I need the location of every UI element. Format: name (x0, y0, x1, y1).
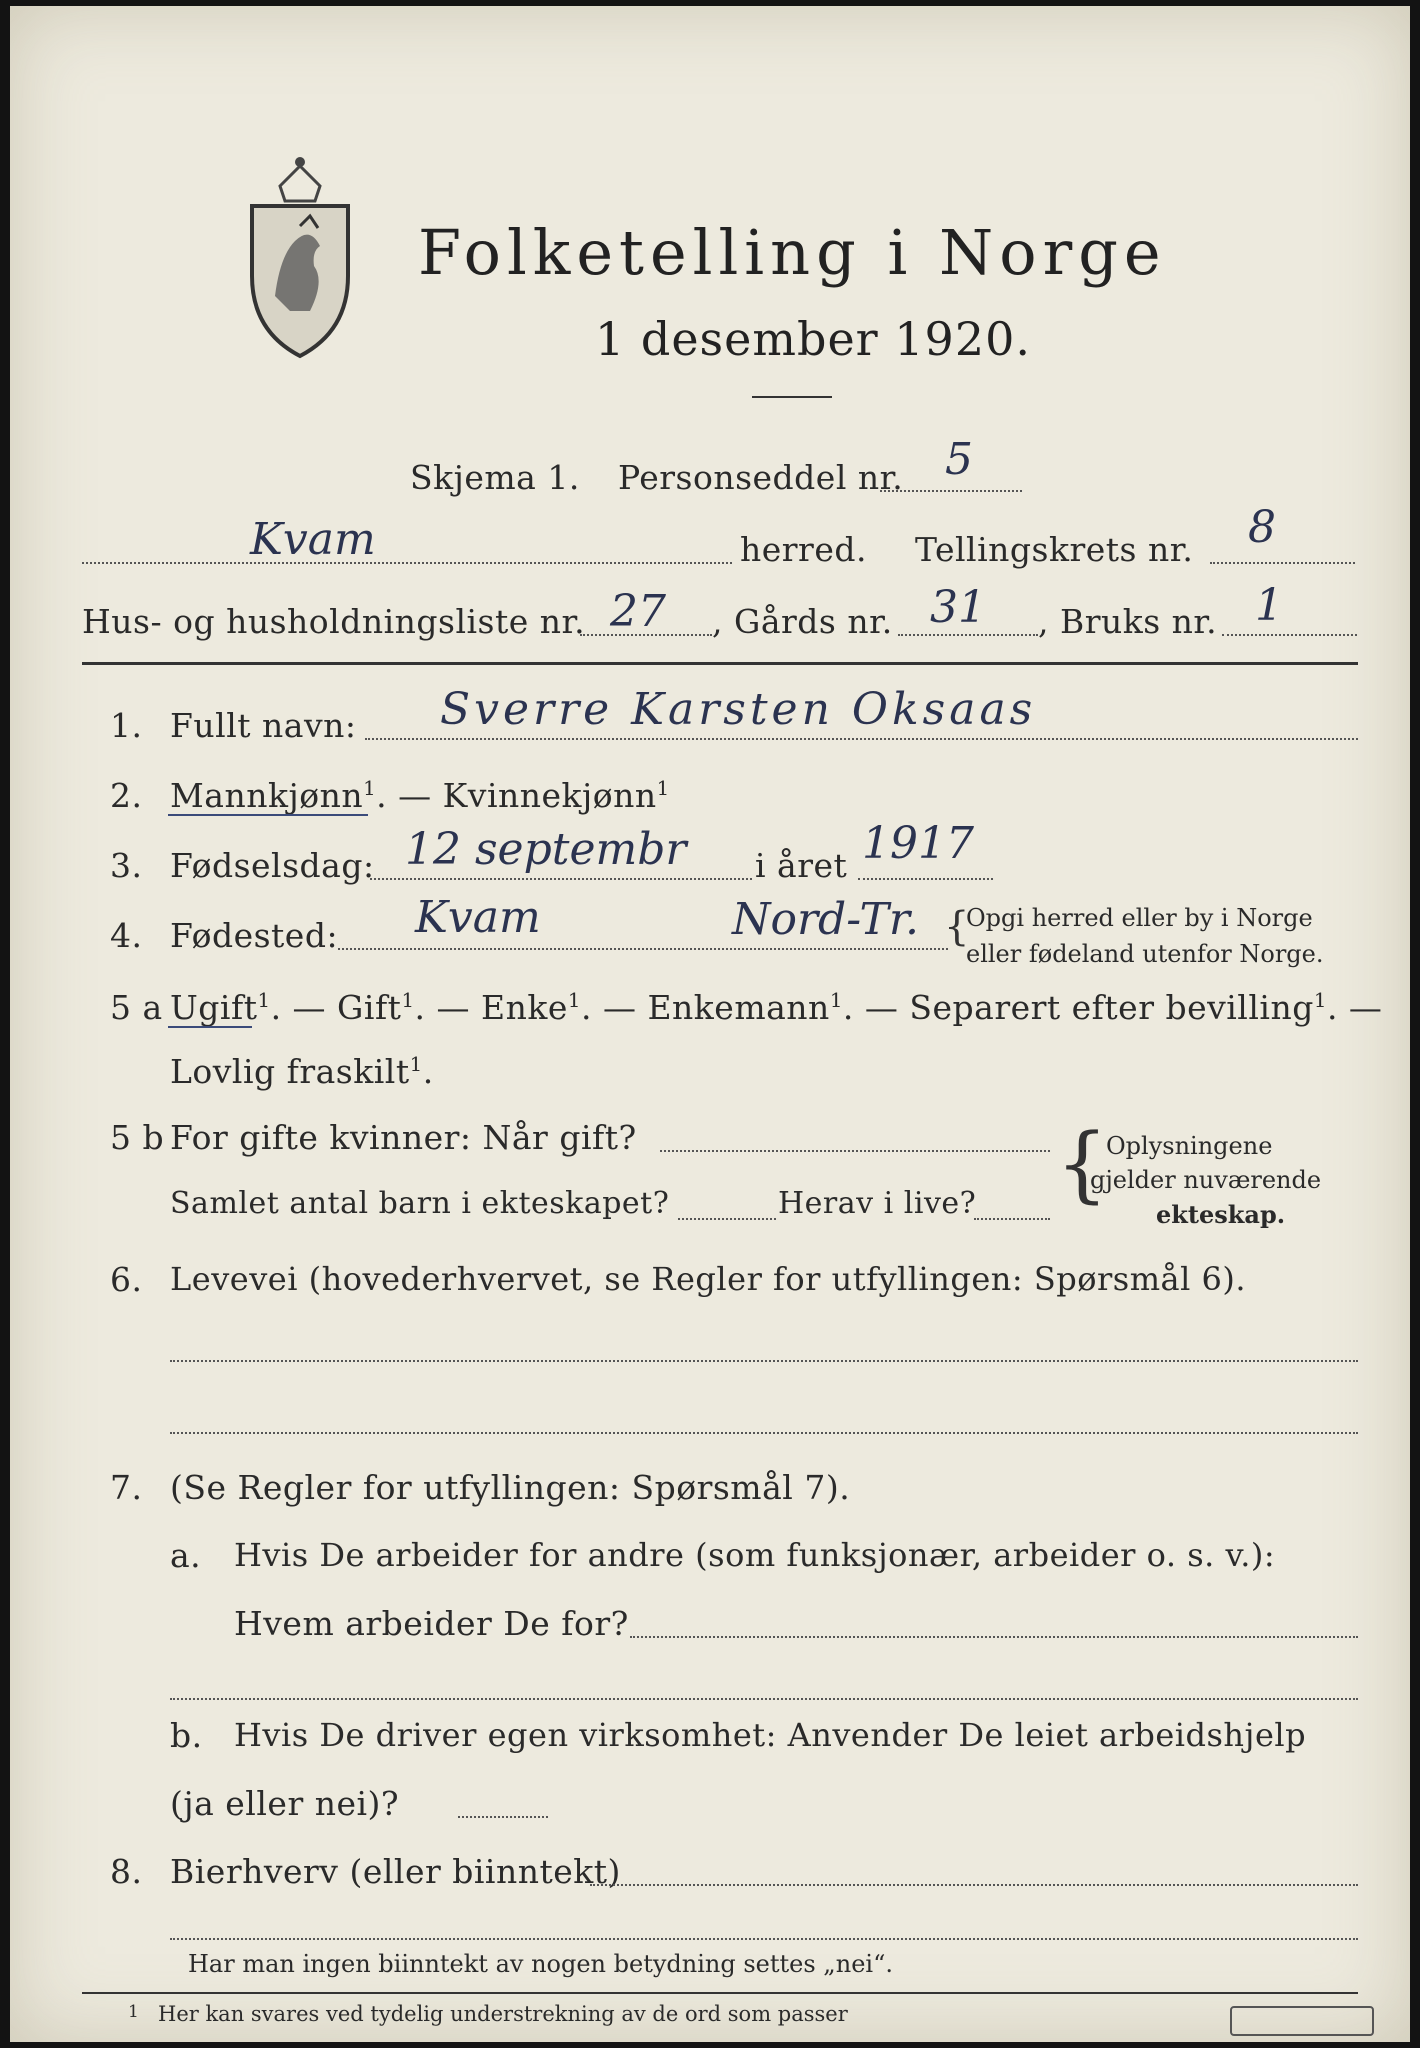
q4-note-line1: Opgi herred eller by i Norge (966, 904, 1313, 932)
census-form (10, 6, 1410, 2042)
q8-number: 8. (110, 1852, 143, 1891)
q5a-number: 5 a (110, 988, 163, 1027)
q3-value: 12 septembr (405, 824, 687, 875)
q5b-note-line2: gjelder nuværende (1090, 1166, 1322, 1194)
q5a-option-enkemann: Enkemann (647, 988, 830, 1027)
q5a-option-gift: Gift (337, 988, 402, 1027)
q8-label: Bierhverv (eller biinntekt) (170, 1852, 621, 1891)
q5a-option-separert: Separert efter bevilling (909, 988, 1314, 1027)
tellingskrets-value: 8 (1248, 502, 1276, 553)
q3-year-value: 1917 (862, 818, 974, 869)
bruks-value: 1 (1255, 580, 1283, 631)
q5b-note-line3: ekteskap. (1156, 1200, 1286, 1229)
form-date: 1 desember 1920. (595, 312, 1031, 366)
bruks-label: , Bruks nr. (1038, 602, 1218, 641)
q3-year-line (858, 878, 993, 880)
q2-sep: . — (376, 776, 443, 815)
q7a-line2 (170, 1698, 1358, 1700)
gards-label: , Gårds nr. (712, 602, 893, 641)
q3-line (370, 878, 752, 880)
hus-value: 27 (610, 586, 666, 637)
gards-value: 31 (930, 582, 986, 633)
q6-line2 (170, 1432, 1358, 1434)
personseddel-label: Personseddel nr. (618, 458, 904, 497)
q5b-line3 (974, 1218, 1050, 1220)
q1-number: 1. (110, 706, 143, 745)
q8-line1 (590, 1884, 1358, 1886)
q7-number: 7. (110, 1468, 143, 1507)
q7a-text: Hvis De arbeider for andre (som funksjonær, arbeider o. s. v.): (234, 1536, 1276, 1574)
q7b-line (458, 1816, 548, 1818)
q4-number: 4. (110, 916, 143, 955)
q2-female-sup: 1 (656, 777, 670, 800)
title-divider (752, 396, 832, 398)
q1-label: Fullt navn: (170, 706, 357, 745)
q2-male-underline (168, 814, 368, 816)
q7a-question: Hvem arbeider De for? (234, 1604, 629, 1643)
q4-brace: { (944, 904, 970, 950)
q5b-label3: Herav i live? (778, 1186, 977, 1221)
q7a-number: a. (170, 1536, 202, 1575)
q1-value: Sverre Karsten Oksaas (440, 684, 1037, 735)
q5a-ugift-underline (168, 1026, 252, 1028)
q5b-label2: Samlet antal barn i ekteskapet? (170, 1186, 670, 1221)
q7b-number: b. (170, 1716, 203, 1755)
personseddel-line (880, 490, 1022, 492)
header-separator (82, 662, 1358, 665)
q2-male: Mannkjønn (170, 776, 364, 815)
q4-note-line2: eller fødeland utenfor Norge. (966, 940, 1324, 968)
q5a-options-line2: Lovlig fraskilt$^1$. (170, 1052, 434, 1091)
q7b-question: (ja eller nei)? (170, 1784, 400, 1823)
herred-value: Kvam (250, 514, 376, 565)
q6-line1 (170, 1360, 1358, 1362)
q5a-option-ugift: Ugift (170, 988, 258, 1027)
printer-stamp (1230, 2006, 1374, 2036)
q6-label: Levevei (hovederhvervet, se Regler for utfyllingen: Spørsmål 6). (170, 1260, 1247, 1298)
q2-options (170, 776, 670, 815)
q2-male-sup: 1 (363, 777, 377, 800)
q3-number: 3. (110, 846, 143, 885)
q2-female: Kvinnekjønn (442, 776, 657, 815)
q5b-brace: { (1056, 1117, 1109, 1212)
tellingskrets-label: Tellingskrets nr. (915, 530, 1194, 569)
q7a-line1 (630, 1636, 1358, 1638)
q5b-line2 (678, 1218, 776, 1220)
footer-separator (82, 1992, 1358, 1994)
q5b-note-line1: Oplysningene (1106, 1132, 1273, 1160)
q5a-option-fraskilt: Lovlig fraskilt (170, 1052, 410, 1091)
bruks-line (1222, 634, 1357, 636)
q2-number: 2. (110, 776, 143, 815)
q5a-option-enke: Enke (481, 988, 568, 1027)
q5a-options-line1: Ugift$^1$. — Gift$^1$. — Enke$^1$. — Enkemann$^1$. — Separert efter bevilling$^1$. — (170, 988, 1383, 1027)
q6-number: 6. (110, 1260, 143, 1299)
q3-year-label: i året (755, 846, 848, 885)
q8-line2 (170, 1938, 1358, 1940)
form-title: Folketelling i Norge (418, 216, 1167, 289)
q5b-label1: For gifte kvinner: Når gift? (170, 1118, 637, 1157)
q4-place-value: Kvam (415, 892, 541, 943)
q1-line (365, 738, 1358, 740)
footnote-number: 1 (128, 2002, 139, 2022)
footnote-text: Her kan svares ved tydelig understrekning av de ord som passer (158, 2002, 848, 2026)
q7b-text: Hvis De driver egen virksomhet: Anvender De leiet arbeidshjelp (234, 1716, 1307, 1754)
hus-label: Hus- og husholdningsliste nr. (82, 602, 586, 641)
q4-label: Fødested: (170, 916, 339, 955)
footer-note: Har man ingen biinntekt av nogen betydning settes „nei“. (188, 1950, 893, 1978)
coat-of-arms-icon (240, 146, 360, 366)
q4-county-value: Nord-Tr. (732, 894, 920, 945)
q3-label: Fødselsdag: (170, 846, 375, 885)
skjema-label: Skjema 1. (410, 458, 580, 497)
tellingskrets-line (1210, 562, 1355, 564)
gards-line (898, 634, 1038, 636)
herred-line (82, 562, 732, 564)
herred-label: herred. (740, 530, 867, 569)
q7-label: (Se Regler for utfyllingen: Spørsmål 7). (170, 1468, 851, 1507)
q5b-number: 5 b (110, 1118, 165, 1157)
personseddel-value: 5 (945, 434, 973, 485)
q5b-line1 (660, 1150, 1050, 1152)
q4-line (338, 948, 948, 950)
